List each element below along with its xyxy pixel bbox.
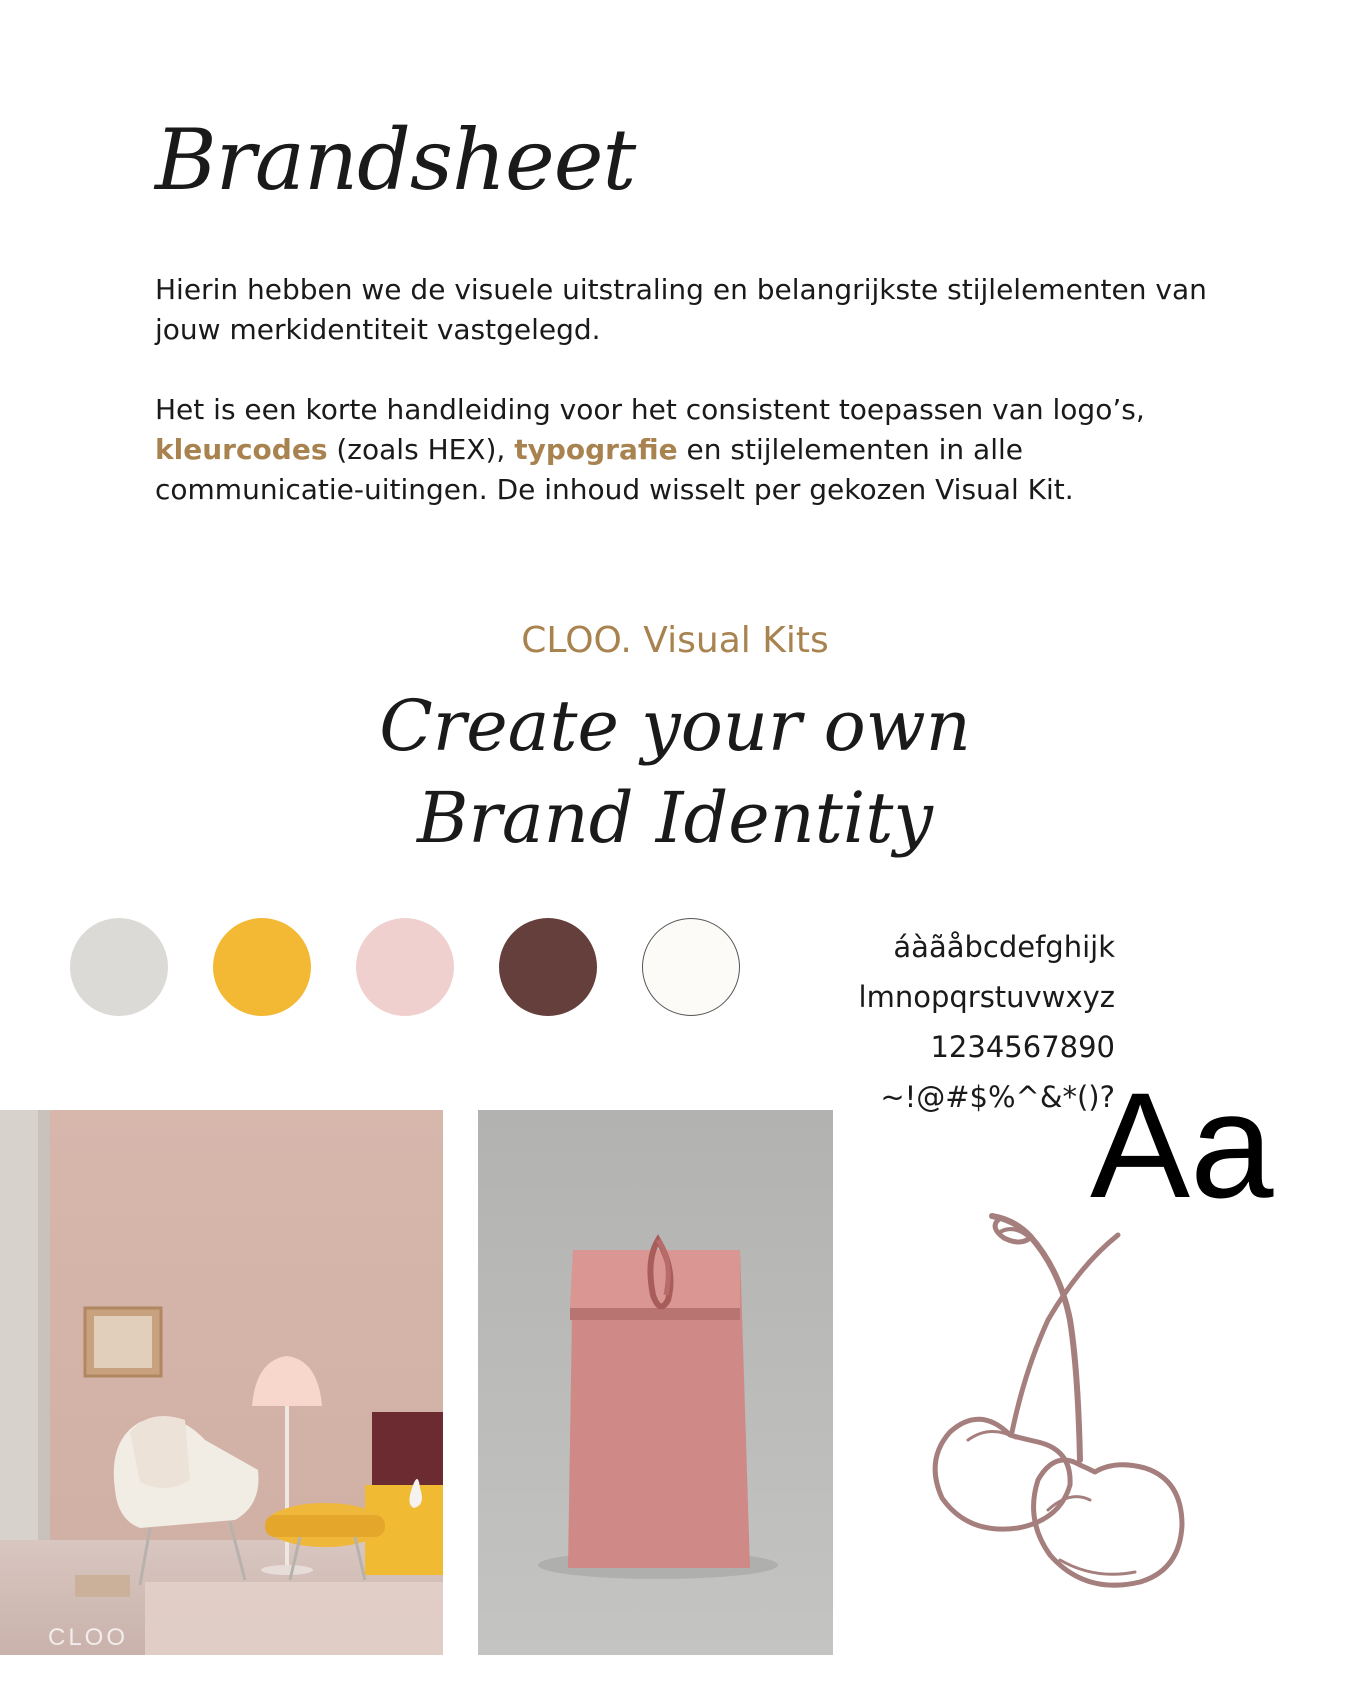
color-swatch-mustard xyxy=(213,918,311,1016)
color-swatch-chocolate xyxy=(499,918,597,1016)
highlight-typografie: typografie xyxy=(514,433,678,466)
photo-watermark: CLOO xyxy=(48,1624,129,1651)
glyph-line-3: 1234567890 xyxy=(930,1030,1115,1064)
glyph-line-4: ~!@#$%^&*()? xyxy=(880,1080,1115,1114)
type-sample: Aa xyxy=(1090,1061,1274,1229)
typography-specimen xyxy=(760,922,1115,1122)
intro-paragraph-1: Hierin hebben we de visuele uitstraling en belangrijkste stijlelementen van jouw merkidentiteit vastgelegd. xyxy=(155,273,1207,346)
interior-photo xyxy=(0,1110,443,1655)
visual-kits-label: CLOO. Visual Kits xyxy=(521,620,829,661)
heading-line-2: Brand Identity xyxy=(417,777,933,859)
color-swatch-light-grey xyxy=(70,918,168,1016)
intro-text xyxy=(155,270,1235,550)
intro-text-start: Het is een korte handleiding voor het consistent toepassen van logo’s, xyxy=(155,393,1145,426)
brand-identity-heading xyxy=(0,680,1350,864)
intro-text-end: en stijlelementen in alle communicatie-uitingen. De inhoud wisselt per gekozen Visual Kit. xyxy=(155,433,1074,506)
page-title: Brandsheet xyxy=(155,111,636,209)
glyph-line-1: áàãåbcdefghijk xyxy=(893,930,1115,964)
gift-bag-photo xyxy=(478,1110,833,1655)
intro-paragraph-2 xyxy=(155,390,1235,510)
color-swatch-blush xyxy=(356,918,454,1016)
color-swatch-ivory xyxy=(642,918,740,1016)
cherry-illustration xyxy=(920,1210,1250,1610)
highlight-kleurcodes: kleurcodes xyxy=(155,433,328,466)
intro-text-mid: (zoals HEX), xyxy=(327,433,515,466)
heading-line-1: Create your own xyxy=(379,685,971,767)
glyph-line-2: lmnopqrstuvwxyz xyxy=(858,980,1115,1014)
